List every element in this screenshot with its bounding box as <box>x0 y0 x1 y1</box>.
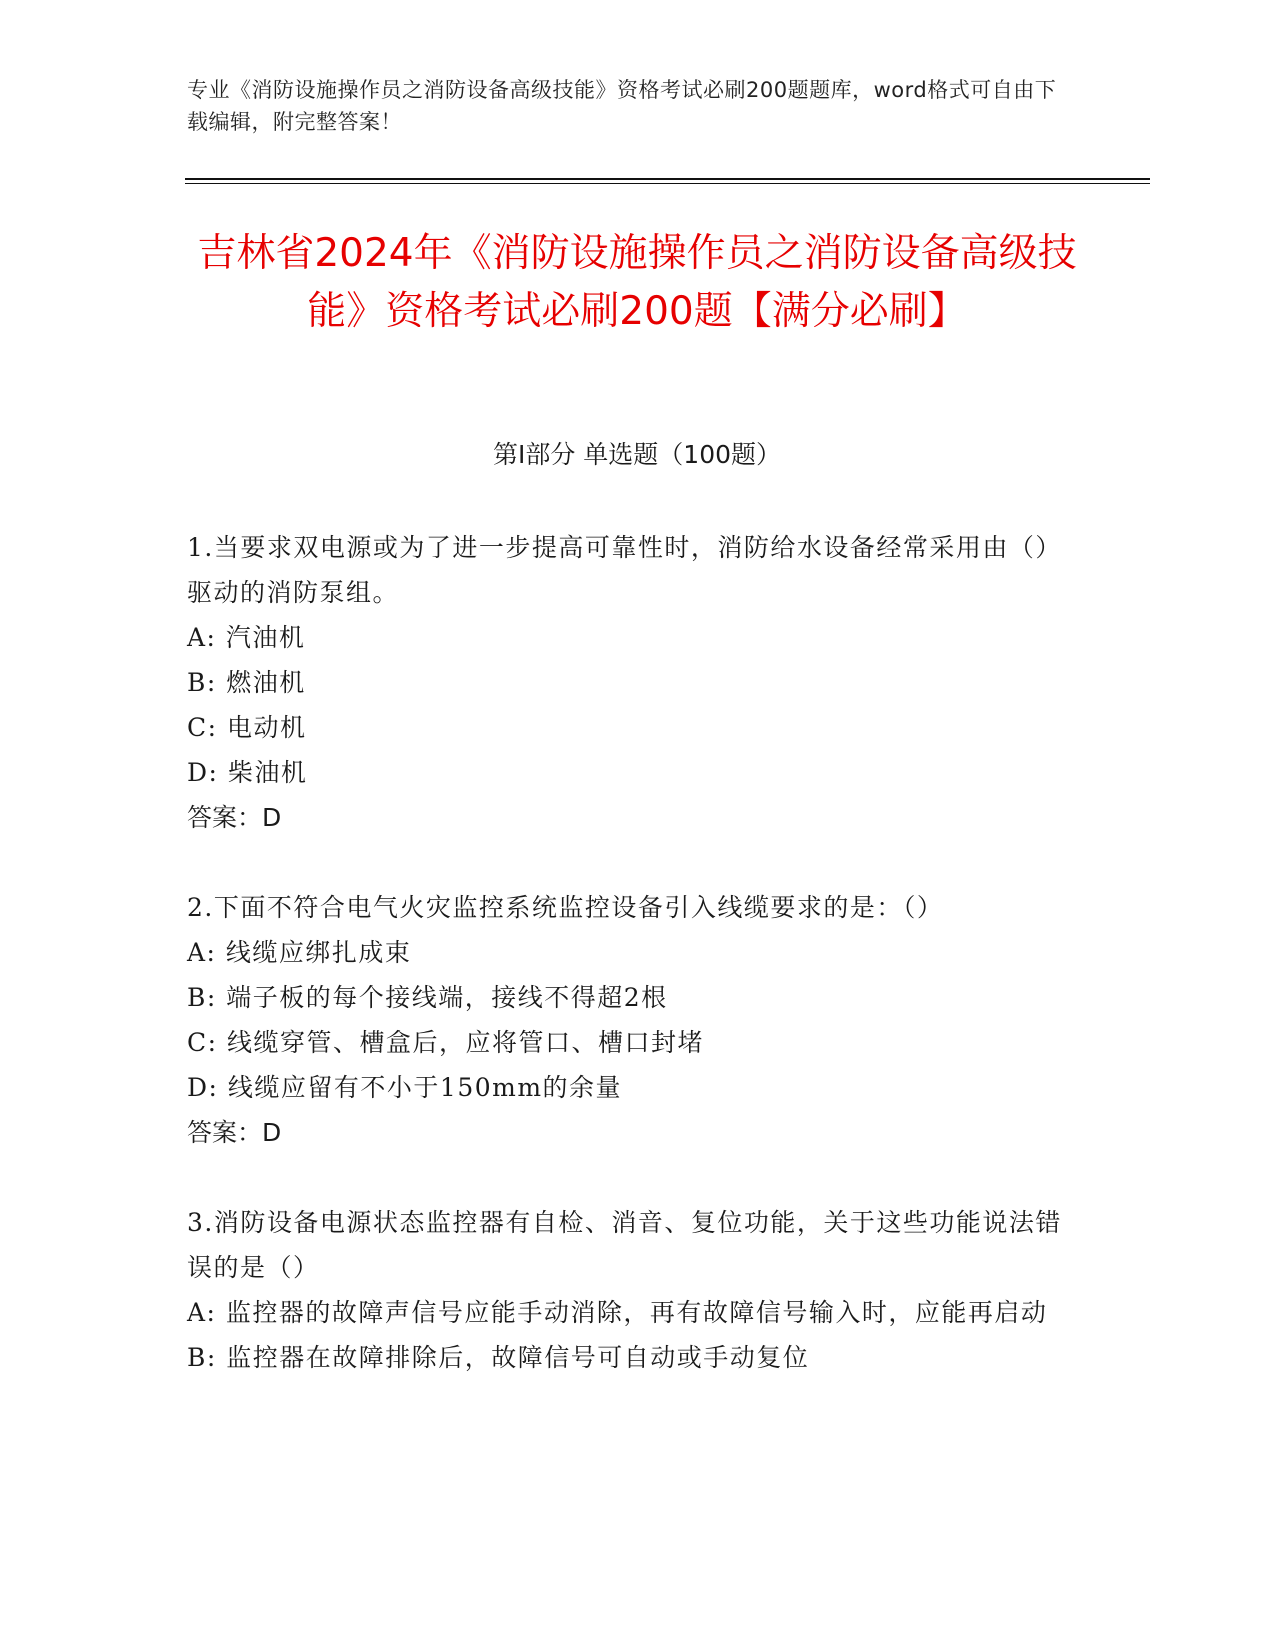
answer: 答案：D <box>187 803 282 832</box>
option-d: D: 柴油机 <box>187 758 308 787</box>
option-d: D: 线缆应留有不小于150mm的余量 <box>187 1073 623 1102</box>
section-title: 第I部分 单选题（100题） <box>492 440 782 469</box>
question-2 <box>187 885 1067 1155</box>
question-1 <box>187 525 1067 840</box>
answer: 答案：D <box>187 1118 282 1147</box>
header-divider-thick <box>185 178 1150 180</box>
option-b: B: 端子板的每个接线端，接线不得超2根 <box>187 983 668 1012</box>
question-text: 2.下面不符合电气火灾监控系统监控设备引入线缆要求的是：（） <box>187 893 944 922</box>
option-c: C: 电动机 <box>187 713 307 742</box>
header-divider-thin <box>185 183 1150 184</box>
question-3 <box>187 1200 1067 1380</box>
question-text: 3.消防设备电源状态监控器有自检、消音、复位功能，关于这些功能说法错误的是（） <box>187 1208 1062 1282</box>
option-c: C: 线缆穿管、槽盒后，应将管口、槽口封堵 <box>187 1028 704 1057</box>
question-text: 1.当要求双电源或为了进一步提高可靠性时，消防给水设备经常采用由（）驱动的消防泵组。 <box>187 533 1062 607</box>
question-list <box>187 525 1067 1425</box>
document-title: 吉林省2024年《消防设施操作员之消防设备高级技能》资格考试必刷200题【满分必刷】 <box>197 231 1077 334</box>
header-note: 专业《消防设施操作员之消防设备高级技能》资格考试必刷200题题库，word格式可自由下载编辑，附完整答案！ <box>187 78 1057 134</box>
option-a: A: 线缆应绑扎成束 <box>187 938 412 967</box>
option-b: B: 燃油机 <box>187 668 306 697</box>
option-a: A: 监控器的故障声信号应能手动消除，再有故障信号输入时，应能再启动 <box>187 1298 1048 1327</box>
option-a: A: 汽油机 <box>187 623 306 652</box>
option-b: B: 监控器在故障排除后，故障信号可自动或手动复位 <box>187 1343 810 1372</box>
